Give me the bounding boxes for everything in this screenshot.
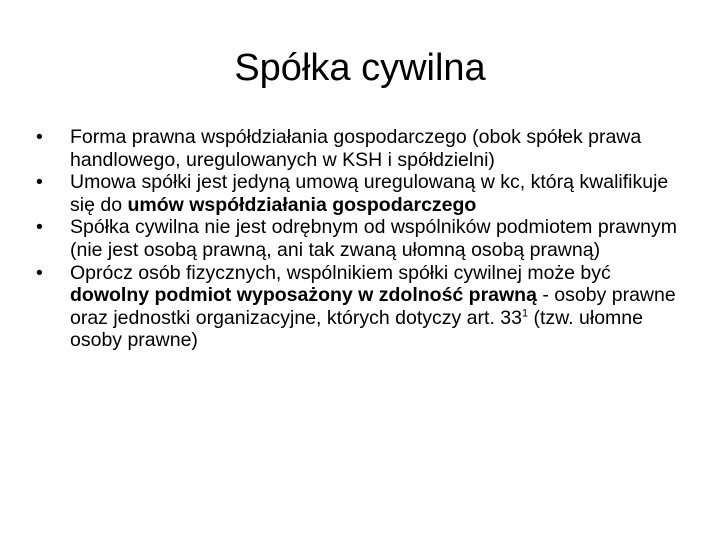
bullet-item	[36, 216, 686, 261]
bullet-item	[36, 262, 686, 352]
bullet-icon: •	[36, 126, 43, 148]
bullet-text: Spółka cywilna nie jest odrębnym od wspólników podmiotem prawnym (nie jest osobą prawną, ani tak zwaną ułomną osobą prawną)	[70, 216, 677, 261]
bullet-icon: •	[36, 261, 43, 284]
bullet-list	[36, 126, 686, 352]
bullet-icon: •	[36, 216, 43, 239]
bullet-text: Oprócz osób fizycznych, wspólnikiem spółki cywilnej może być	[70, 261, 611, 284]
bullet-text: Forma prawna współdziałania gospodarczego (obok spółek prawa handlowego, uregulowanych w KSH i spółdzielni)	[70, 126, 642, 171]
bullet-bold-text: umów współdziałania gospodarczego	[127, 193, 477, 216]
bullet-text: Umowa spółki jest jedyną umową uregulowaną w kc, którą kwalifikuje się do	[70, 171, 669, 216]
bullet-item	[36, 171, 686, 216]
bullet-item	[36, 126, 686, 171]
slide-title: Spółka cywilna	[234, 47, 486, 89]
bullet-bold-text: dowolny podmiot wyposażony w zdolność prawną	[70, 284, 537, 307]
bullet-text-end: (tzw. ułomne osoby prawne)	[70, 306, 643, 352]
bullet-icon: •	[36, 171, 43, 194]
article-superscript: 1	[521, 307, 529, 320]
bullet-text-continued: - osoby prawne oraz jednostki organizacyjne, których dotyczy art. 33	[70, 284, 676, 329]
